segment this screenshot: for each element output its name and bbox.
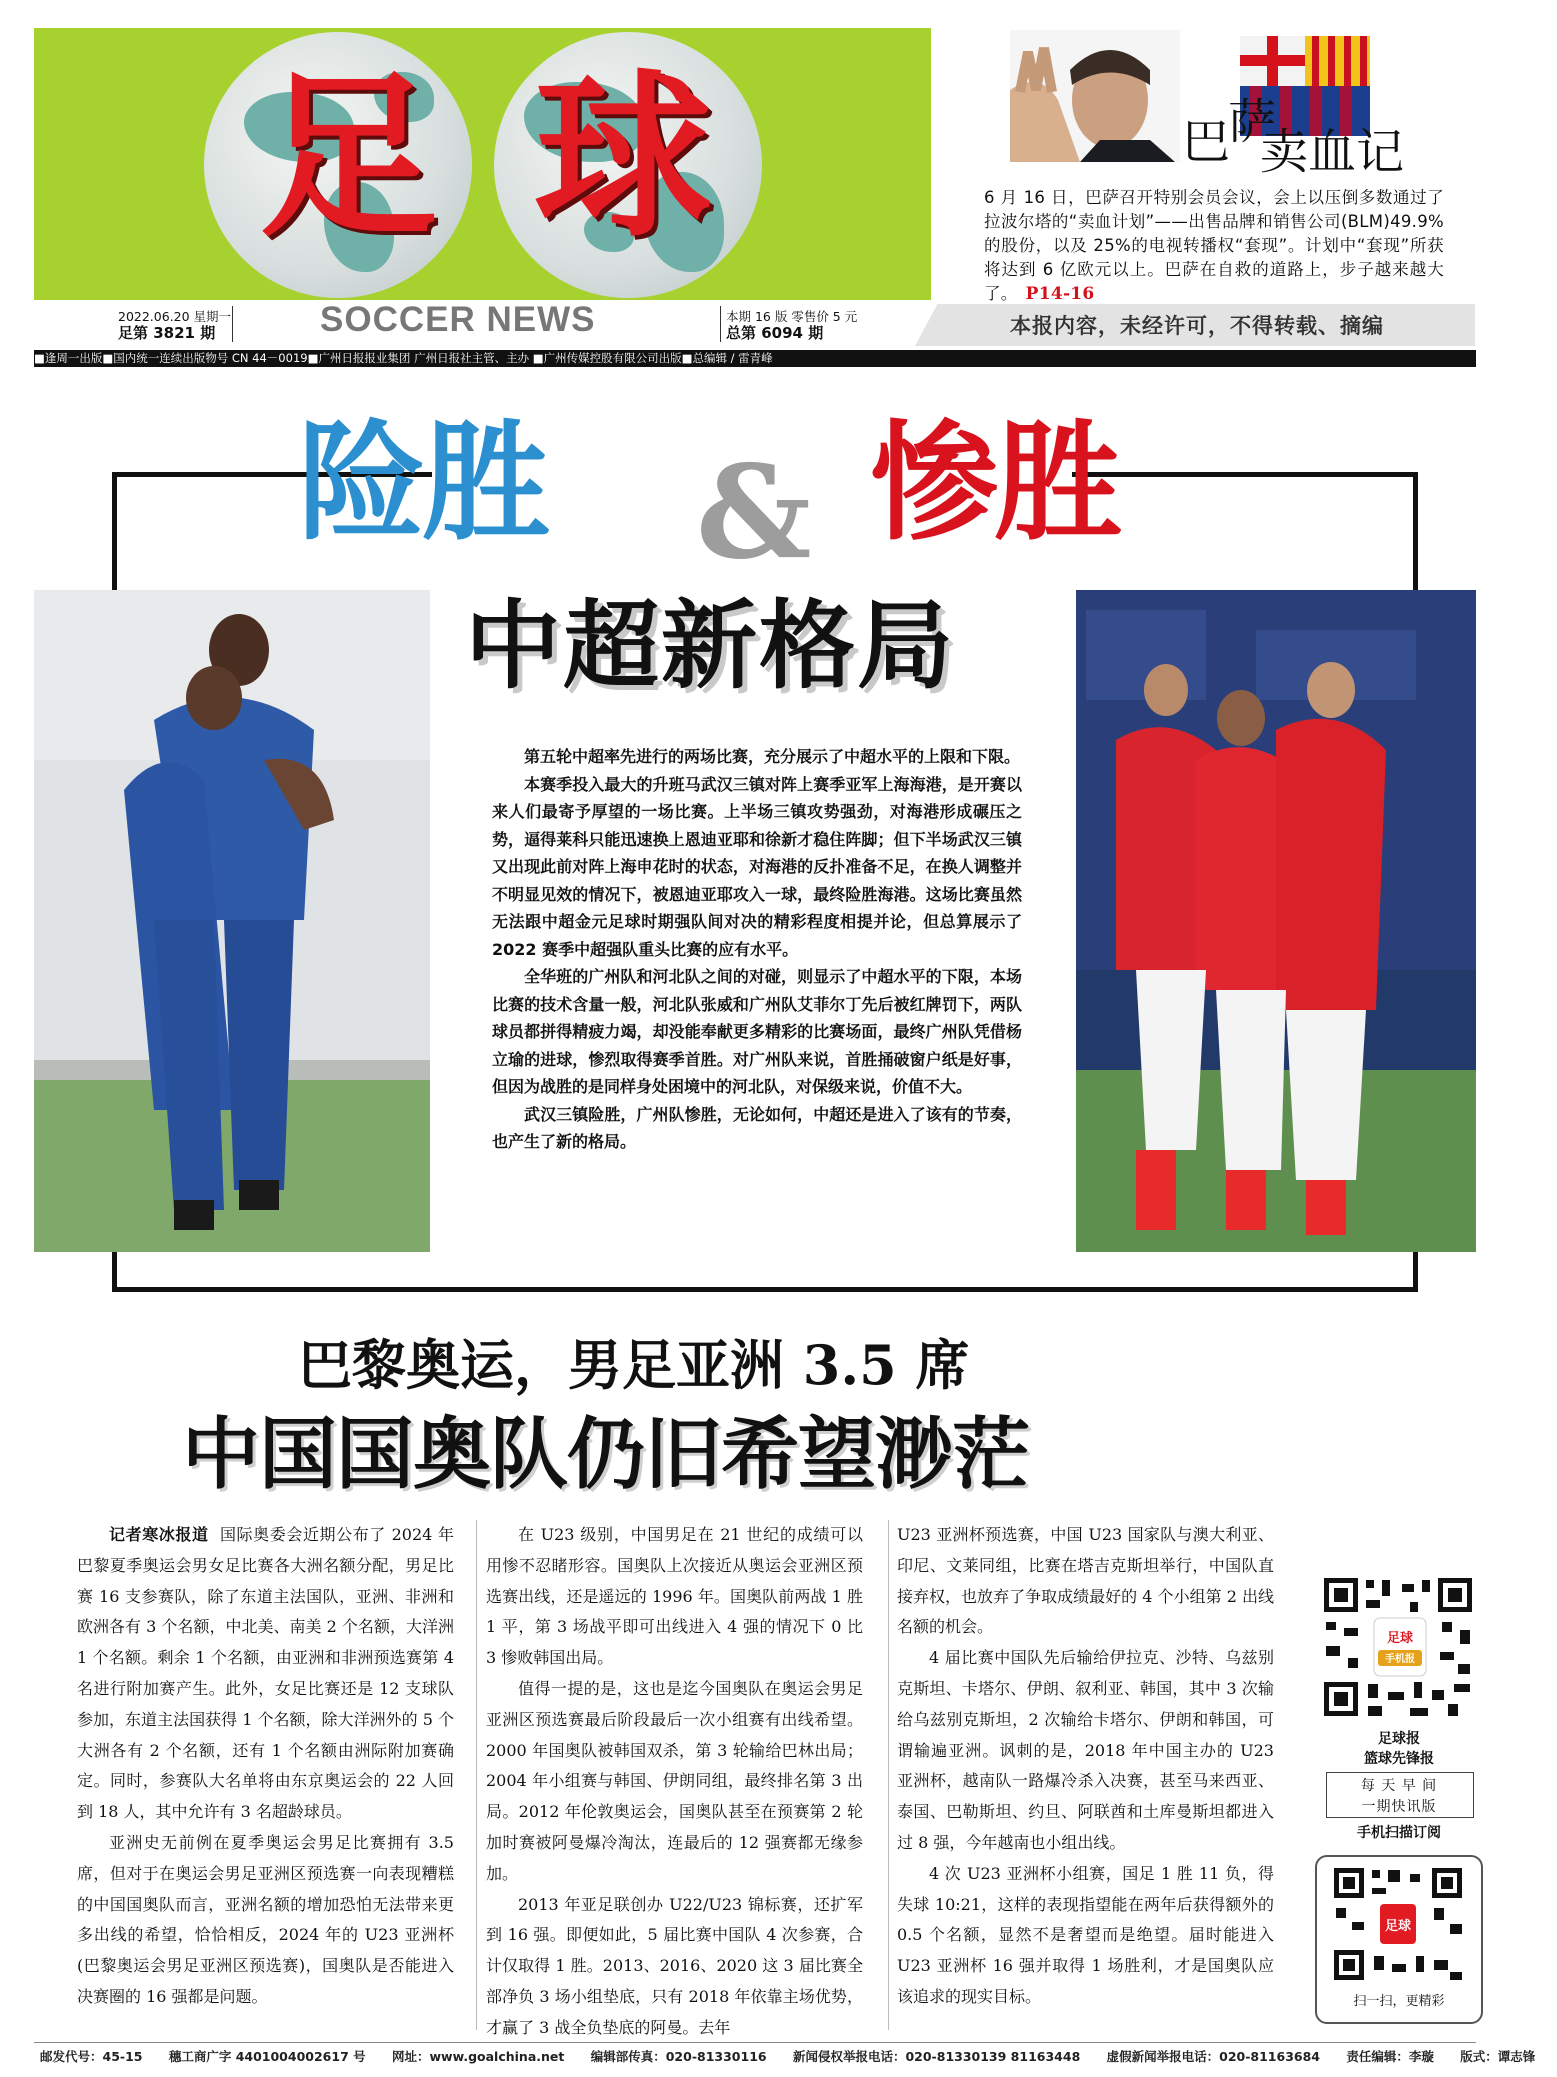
blue-team-photo <box>34 590 430 1252</box>
issue-edition: 本期 16 版 零售价 5 元 <box>726 309 858 324</box>
feature-title-char: 萨 <box>1228 94 1277 150</box>
qr-logo-text: 足球 <box>1384 1919 1412 1934</box>
byline: 记者寒冰报道 <box>109 1525 209 1544</box>
footer-report-phone: 新闻侵权举报电话：020-81330139 81163448 <box>792 2049 1081 2064</box>
brand-name: SOCCER NEWS <box>320 300 596 339</box>
divider <box>720 306 721 342</box>
qr-label: 扫一扫，更精彩 <box>1353 1994 1445 2009</box>
footer-website[interactable]: 网址：www.goalchina.net <box>391 2049 565 2064</box>
headline-ampersand: & <box>696 438 812 588</box>
publisher-ribbon: ■逢周一出版■国内统一连续出版物号 CN 44－0019■广州日报报业集团 广州日报社主管、主办 ■广州传媒控股有限公司出版■总编辑 / 雷青峰 <box>34 350 1476 367</box>
paragraph: 第五轮中超率先进行的两场比赛，充分展示了中超水平的上限和下限。 <box>524 747 1021 766</box>
footer <box>40 2048 1536 2066</box>
lead-article <box>492 743 1022 1156</box>
issue-date: 2022.06.20 星期一 <box>118 309 232 324</box>
column-divider <box>888 1520 889 2030</box>
red-team-photo <box>1076 590 1476 1252</box>
qr-label: 篮球先锋报 <box>1364 1751 1434 1767</box>
man-portrait-photo <box>1010 30 1180 162</box>
masthead <box>34 28 931 300</box>
qr-label: 手机扫描订阅 <box>1357 1825 1441 1841</box>
footer-postal: 邮发代号：45-15 <box>40 2049 143 2064</box>
footer-design: 版式：谭志锋 <box>1460 2049 1536 2064</box>
paragraph: 本赛季投入最大的升班马武汉三镇对阵上赛季亚军上海海港，是开赛以来人们最寄予厚望的一场比赛。上半场三镇攻势强劲，对海港形成碾压之势，逼得莱科只能迅速换上恩迪亚耶和徐新才稳住阵脚；但下半场武汉三镇又出现此前对阵上海申花时的状态，对海港的反扑准备不足，在换人调整并不明显见效的情况下，被恩迪亚耶攻入一球，最终险胜海港。这场比赛虽然无法跟中超金元足球时期强队间对决的精彩程度相提并论，但总算展示了 2022 赛季中超强队重头比赛的应有水平。 <box>492 774 1022 959</box>
article-column-2 <box>486 1520 863 2044</box>
divider <box>232 306 233 342</box>
footer-rule <box>34 2042 1476 2043</box>
qr-label: 一期快讯版 <box>1361 1799 1437 1815</box>
paragraph: 全华班的广州队和河北队之间的对碰，则显示了中超水平的下限，本场比赛的技术含量一般，河北队张威和广州队艾菲尔丁先后被红牌罚下，两队球员都拼得精疲力竭，却没能奉献更多精彩的比赛场面，最终广州队凭借杨立瑜的进球，惨烈取得赛季首胜。对广州队来说，首胜捅破窗户纸是好事，但因为战胜的是同样身处困境中的河北队，对保级来说，价值不大。 <box>492 967 1022 1096</box>
footer-license: 穗工商广字 4401004002617 号 <box>168 2049 366 2064</box>
feature-title-char: 巴 <box>1182 114 1231 170</box>
paragraph: 国际奥委会近期公布了 2024 年巴黎夏季奥运会男女足比赛各大洲名额分配，男足比赛 16 支参赛队，除了东道主法国队，亚洲、非洲和欧洲各有 3 个名额，中北美、南美 2 个名额，大洋洲 1 个名额。剩余 1 个名额，由亚洲和非洲预选赛第 4 名进行附加赛产生。此外，女足比赛还是 12 支球队参加，东道主法国获得 1 个名额，除大洋洲外的 5 个大洲各有 2 个名额，还有 1 个名额由洲际附加赛确定。同时，参赛队大名单将由东京奥运会的 22 人回到 18 人，其中允许有 3 名超龄球员。 <box>77 1525 454 1822</box>
column-divider <box>476 1520 477 2030</box>
qr-label: 足球报 <box>1378 1731 1420 1747</box>
footer-editor: 责任编辑：李璇 <box>1346 2049 1434 2064</box>
story-headline-top: 巴黎奥运，男足亚洲 3.5 席 <box>298 1333 970 1397</box>
paragraph: 2013 年亚足联创办 U22/U23 锦标赛，还扩军到 16 强。即便如此，5 届比赛中国队 4 次参赛，合计仅取得 1 胜。2013、2016、2020 这 3 届比赛全部净负 3 场小组垫底，只有 2018 年依靠主场优势，才赢了 3 战全负垫底的阿曼。去年 <box>486 1894 863 2037</box>
paragraph: 亚洲史无前例在夏季奥运会男足比赛拥有 3.5 席，但对于在奥运会男足亚洲区预选赛一向表现糟糕的中国国奥队而言，亚洲名额的增加恐怕无法带来更多出线的希望，恰恰相反，2024 年的 U23 亚洲杯(巴黎奥运会男足亚洲区预选赛)，国奥队是否能进入决赛圈的 16 强都是问题。 <box>77 1832 454 2006</box>
footer-report-phone: 虚假新闻举报电话：020-81163684 <box>1106 2049 1320 2064</box>
qr-badge-text: 手机报 <box>1385 1654 1415 1665</box>
masthead-title-char: 足 <box>259 52 437 261</box>
headline-word-narrow-win: 险胜 <box>298 409 547 558</box>
frame-top-right <box>1072 472 1413 477</box>
issue-total: 总第 6094 期 <box>726 324 824 342</box>
copyright-notice: 本报内容，未经许可，不得转载、摘编 <box>1010 314 1384 338</box>
issue-number: 足第 3821 期 <box>118 324 216 342</box>
feature-summary: 6 月 16 日，巴萨召开特别会员会议，会上以压倒多数通过了拉波尔塔的“卖血计划”——出售品牌和销售公司(BLM)49.9%的股份，以及 25%的电视转播权“套现”。计划中“套现”所获将达到 6 亿欧元以上。巴萨在自救的道路上，步子越来越大了。 P14-16 <box>984 188 1444 304</box>
paragraph: 4 届比赛中国队先后输给伊拉克、沙特、乌兹别克斯坦、卡塔尔、伊朗、叙利亚、韩国，其中 3 次输给乌兹别克斯坦，2 次输给卡塔尔、伊朗和韩国，可谓输遍亚洲。讽刺的是，2018 年中国主办的 U23 亚洲杯，越南队一路爆冷杀入决赛，甚至马来西亚、泰国、巴勒斯坦、约旦、阿联酋和土库曼斯坦都进入过 8 强，今年越南也小组出线。 <box>897 1648 1274 1852</box>
masthead-title-char: 球 <box>534 52 712 261</box>
headline-word-costly-win: 惨胜 <box>870 409 1119 558</box>
paragraph: 4 次 U23 亚洲杯小组赛，国足 1 胜 11 负，得失球 10:21，这样的表现指望能在两年后获得额外的 0.5 个名额，显然不是奢望而是绝望。届时能进入 U23 亚洲杯 16 强并取得 1 场胜利，才是国奥队应该追求的现实目标。 <box>897 1863 1274 2006</box>
subscribe-qr-code[interactable] <box>1318 1572 1478 1722</box>
feature-title-text: 卖血记 <box>1260 124 1405 180</box>
website-qr-code[interactable] <box>1330 1864 1466 1984</box>
qr-badge-text: 足球 <box>1386 1631 1414 1646</box>
feature-page-ref: P14-16 <box>1025 284 1095 304</box>
sub-headline: 中超新格局 <box>465 590 955 702</box>
story-headline-main: 中国国奥队仍旧希望渺茫 <box>182 1410 1030 1500</box>
paragraph: 值得一提的是，这也是迄今国奥队在奥运会男足亚洲区预选赛最后阶段最后一次小组赛有出线希望。2000 年国奥队被韩国双杀，第 3 轮输给巴林出局；2004 年小组赛与韩国、伊朗同组，最终排名第 3 出局。2012 年伦敦奥运会，国奥队甚至在预赛第 2 轮加时赛被阿曼爆冷淘汰，连最后的 12 强赛都无缘参加。 <box>486 1678 863 1883</box>
qr-label: 每 天 早 间 <box>1360 1778 1438 1794</box>
article-column-3 <box>897 1520 1274 2013</box>
paragraph: U23 亚洲杯预选赛，中国 U23 国家队与澳大利亚、印尼、文莱同组，比赛在塔吉克斯坦举行，中国队直接弃权，也放弃了争取成绩最好的 4 个小组第 2 出线名额的机会。 <box>897 1525 1274 1637</box>
paragraph: 在 U23 级别，中国男足在 21 世纪的成绩可以用惨不忍睹形容。国奥队上次接近从奥运会亚洲区预选赛出线，还是遥远的 1996 年。国奥队前两战 1 胜 1 平，第 3 场战平即可出线进入 4 强的情况下 0 比 3 惨败韩国出局。 <box>486 1525 863 1668</box>
paragraph: 武汉三镇险胜，广州队惨胜，无论如何，中超还是进入了该有的节奏，也产生了新的格局。 <box>492 1104 1022 1151</box>
footer-fax: 编辑部传真：020-81330116 <box>590 2049 767 2064</box>
article-column-1 <box>77 1520 454 2013</box>
